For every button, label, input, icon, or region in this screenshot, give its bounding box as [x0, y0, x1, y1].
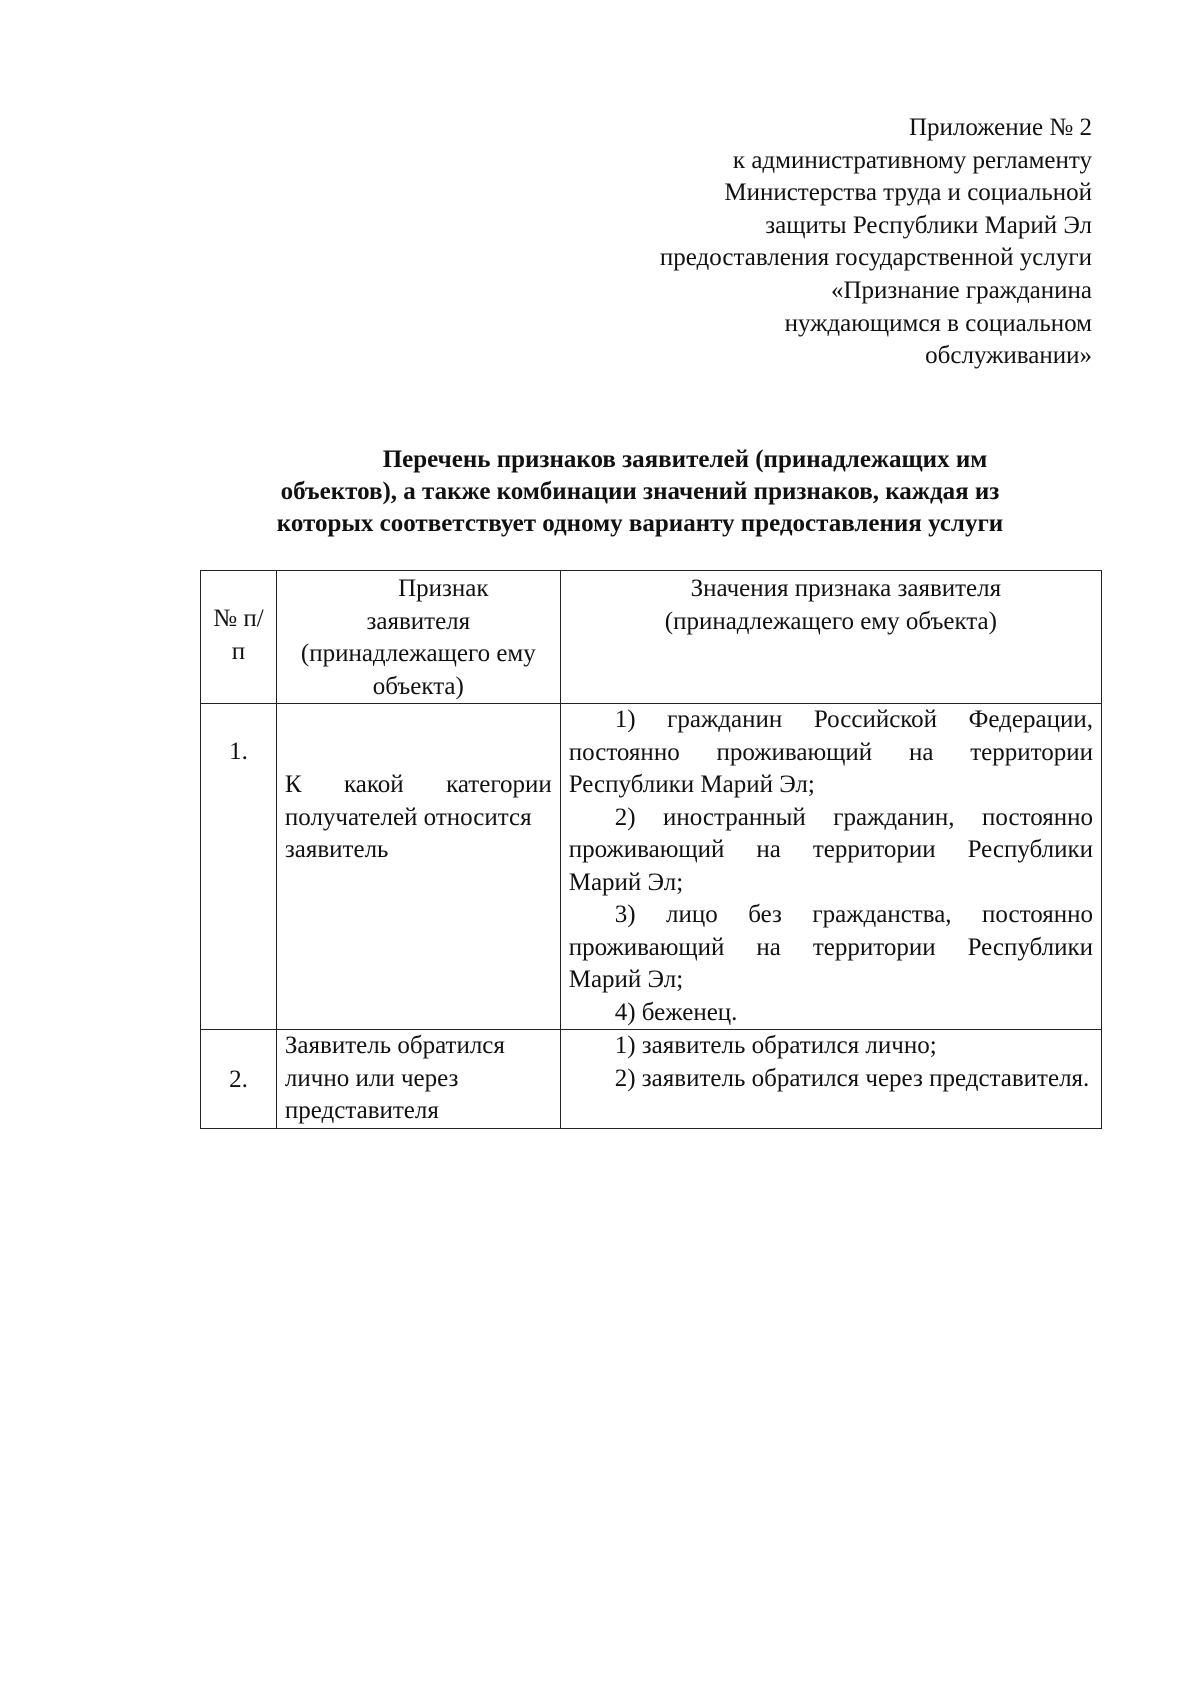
annex-line: к административному регламенту [732, 146, 1092, 174]
row-attribute-rest: лично или через представителя [284, 1064, 459, 1124]
row-attribute [276, 704, 560, 1030]
value-item: 4) беженец. [614, 998, 738, 1026]
row-number: 2. [201, 1030, 277, 1129]
annex-line: защиты Республики Марий Эл [765, 211, 1092, 239]
criteria-table [200, 570, 1102, 1129]
header-values [560, 571, 1101, 704]
header-attribute-line1: Признак [398, 575, 489, 602]
annex-line: Приложение № 2 [908, 114, 1092, 141]
document-title [200, 444, 1080, 540]
title-line: объектов), а также комбинации значений признаков, каждая из [280, 478, 1000, 505]
annex-line: Министерства труда и социальной [724, 179, 1092, 207]
table-header-row [201, 571, 1102, 704]
value-item: 2) иностранный гражданин, постоянно проживающий на территории Республики Марий Эл; [568, 803, 1093, 896]
value-item: 2) заявитель обратился через представителя. [614, 1064, 1090, 1092]
row-attribute-line1: К какой категории [284, 771, 552, 798]
table-row [201, 704, 1102, 1030]
title-line: которых соответствует одному варианту предоставления услуги [276, 510, 1004, 537]
row-values [560, 704, 1101, 1030]
value-item: 1) гражданин Российской Федерации, постоянно проживающий на территории Республики Марий Эл; [568, 706, 1093, 798]
row-attribute [276, 1030, 560, 1129]
annex-line: предоставления государственной услуги [659, 244, 1092, 272]
row-values [560, 1030, 1101, 1129]
annex-line: нуждающимся в социальном [784, 309, 1092, 337]
row-attribute-rest: получателей относится заявитель [284, 803, 532, 863]
row-number: 1. [201, 704, 277, 1030]
header-values-line1: Значения признака заявителя [690, 575, 1002, 602]
header-values-rest: (принадлежащего ему объекта) [664, 607, 997, 635]
annex-line: обслуживании» [925, 342, 1092, 370]
header-attribute [276, 571, 560, 704]
header-number: № п/п [201, 571, 277, 704]
value-item: 1) заявитель обратился лично; [614, 1032, 937, 1059]
header-attribute-rest: заявителя (принадлежащего ему объекта) [300, 607, 536, 700]
annex-line: «Признание гражданина [830, 276, 1092, 304]
value-item: 3) лицо без гражданства, постоянно проживающий на территории Республики Марий Эл; [568, 901, 1093, 993]
title-line: Перечень признаков заявителей (принадлежащих им [382, 446, 988, 473]
row-attribute-line1: Заявитель обратился [284, 1032, 505, 1059]
annex-header [532, 112, 1092, 373]
table-row [201, 1030, 1102, 1129]
